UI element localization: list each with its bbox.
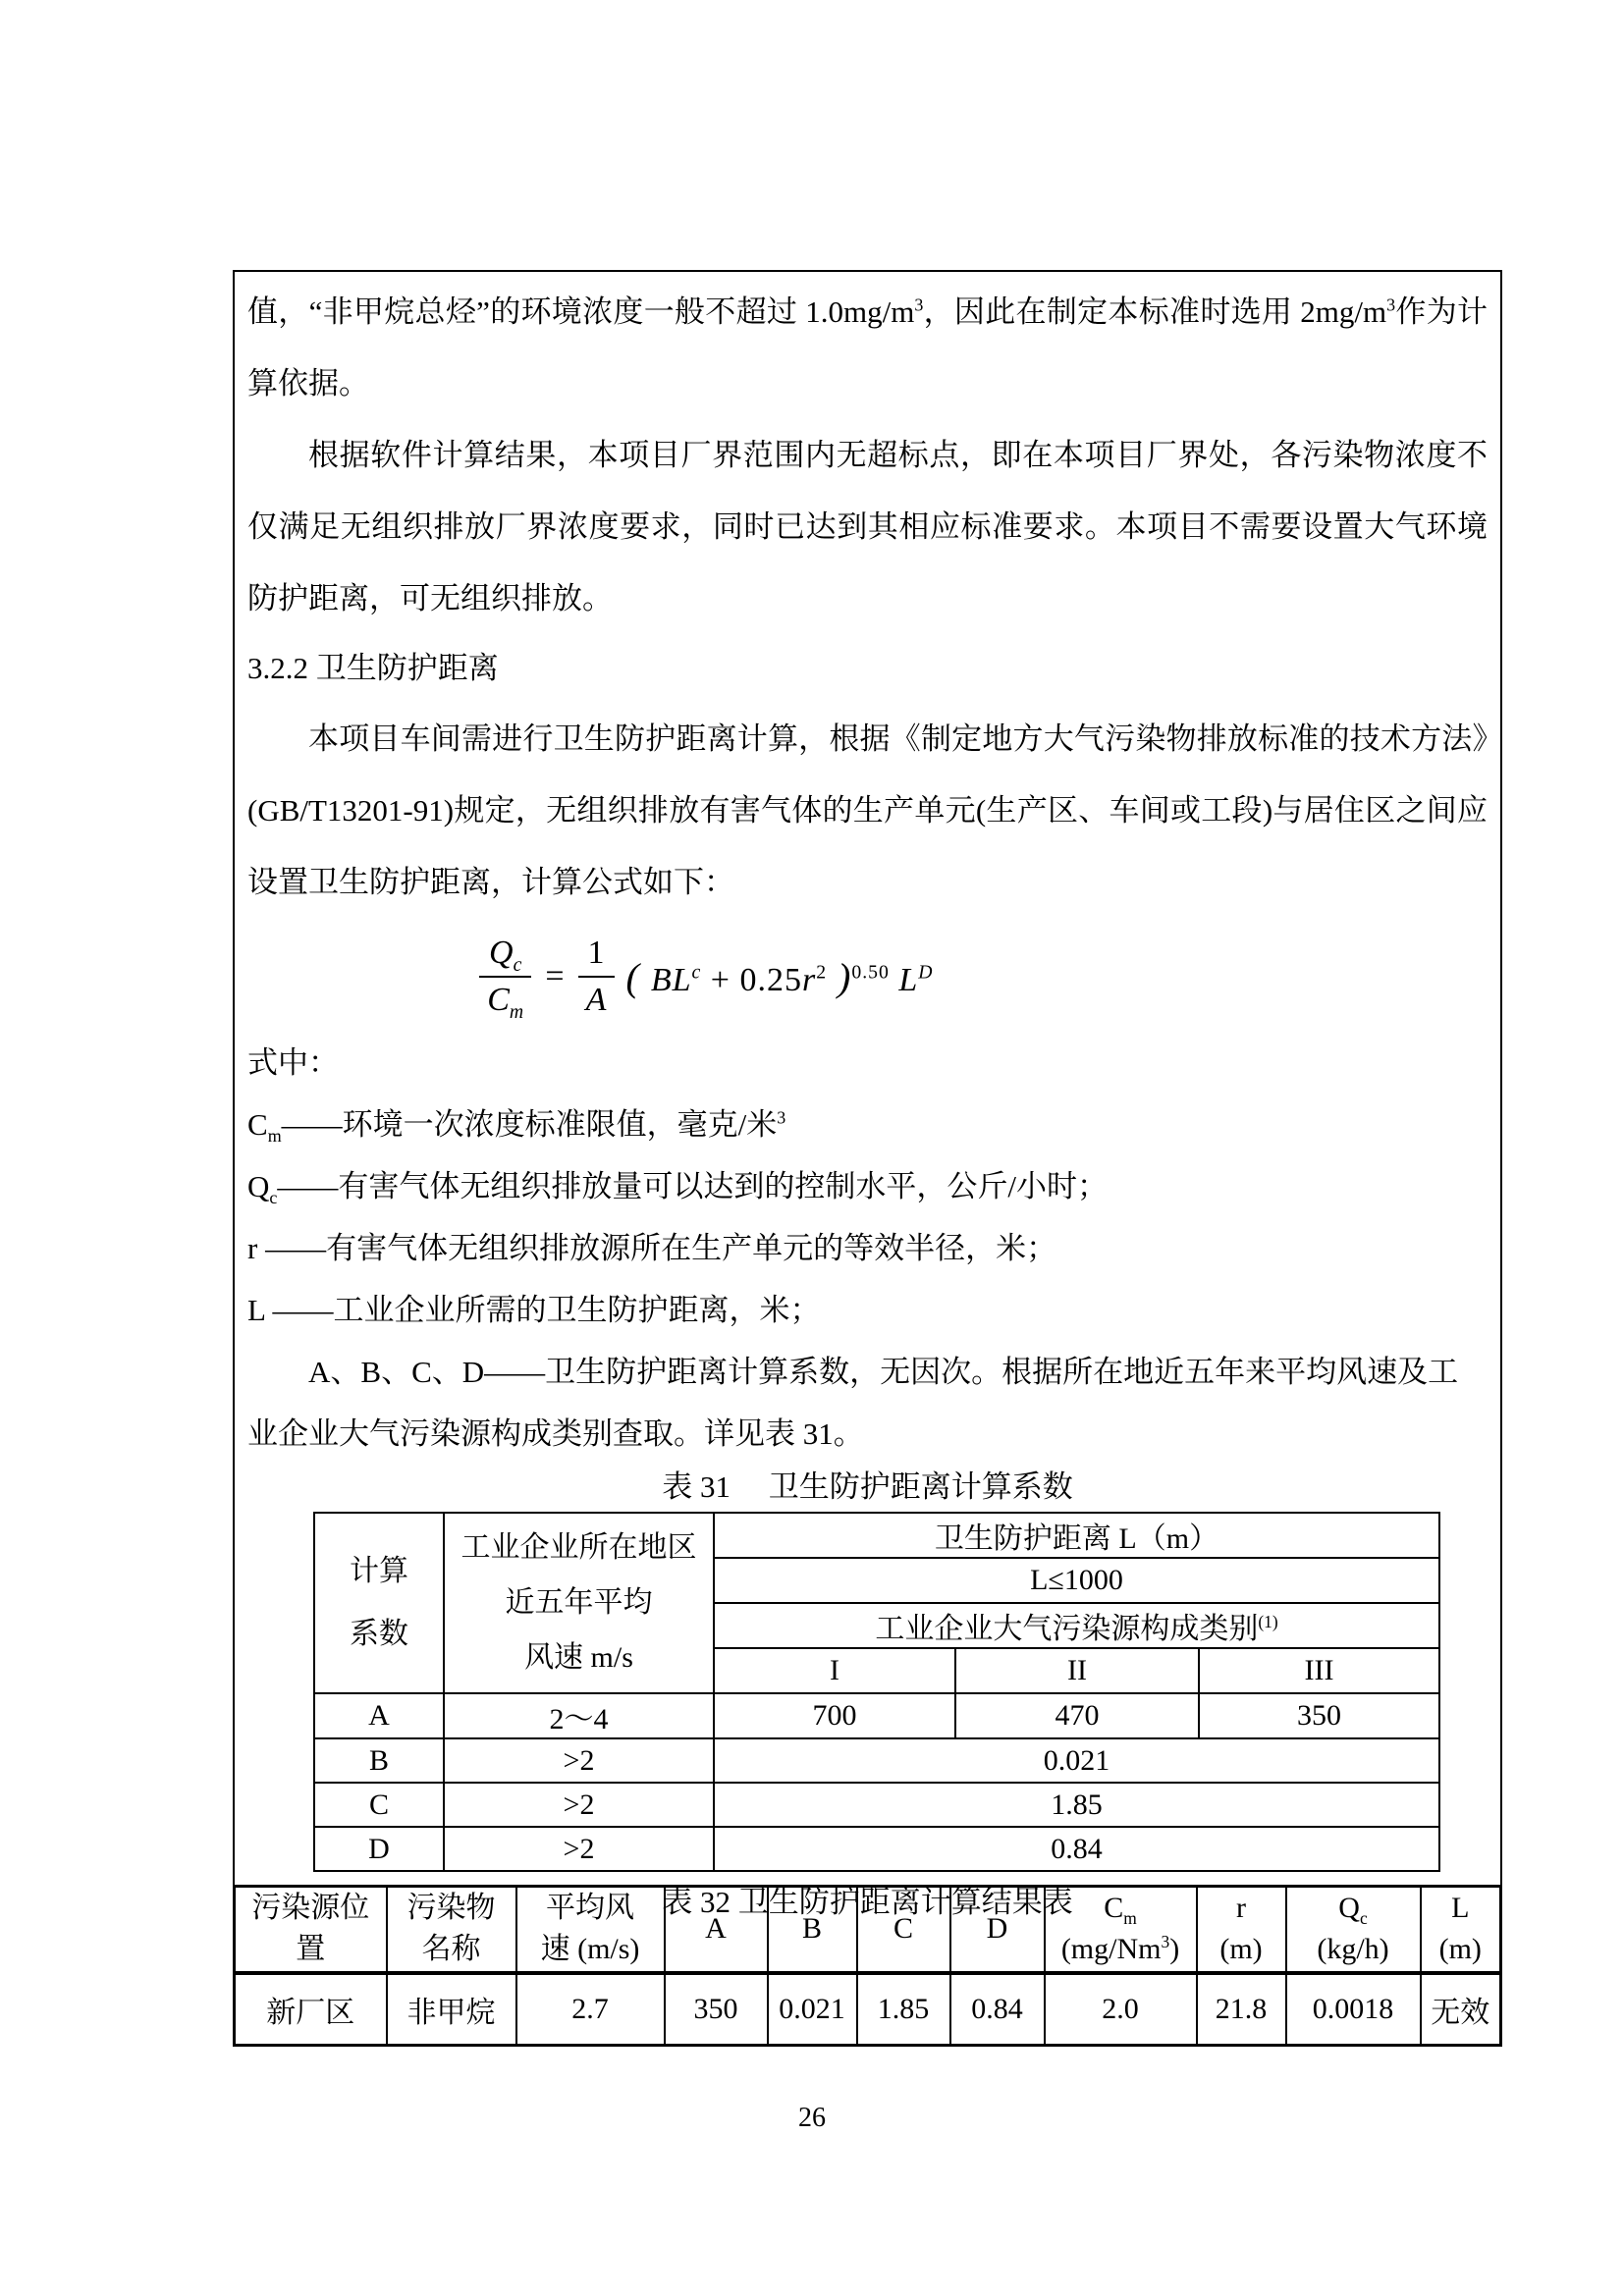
t31-coef-header (314, 1513, 444, 1693)
subscript: c (513, 953, 522, 976)
paragraph-continuation (247, 276, 1488, 419)
table-cell: 无效 (1421, 1973, 1501, 2046)
symbol-line-cm (247, 1094, 1488, 1155)
subscript: m (267, 1126, 282, 1147)
cell-line: 系数 (350, 1618, 408, 1650)
fraction-denominator (487, 978, 524, 1023)
cell-line: 名称 (421, 1933, 481, 1966)
t32-header-c: C (857, 1887, 950, 1973)
t31-cat1: I (714, 1648, 955, 1693)
cell-line: r (1236, 1892, 1246, 1925)
t31-limit-header: L≤1000 (714, 1558, 1439, 1603)
symbol-description: ——环境一次浓度标准限值，毫克/米 (281, 1107, 778, 1142)
cell-line: 污染物 (406, 1892, 496, 1925)
table-cell: 非甲烷 (387, 1973, 516, 2046)
symbol-description: ——工业企业所需的卫生防护距离，米； (264, 1293, 821, 1327)
table-cell: 21.8 (1197, 1973, 1286, 2046)
formula-symbol: L (889, 961, 919, 998)
t32-header-windspeed (516, 1887, 665, 1973)
superscript: (1) (1258, 1612, 1278, 1631)
paragraph-text: ，因此在制定本标准时选用 2mg/m (923, 294, 1387, 329)
cell-line: 平均风 (546, 1892, 634, 1925)
table-cell: 470 (955, 1693, 1199, 1738)
symbol-description: ——有害气体无组织排放量可以达到的控制水平，公斤/小时； (277, 1169, 1108, 1203)
t31-cat3: III (1199, 1648, 1439, 1693)
t31-category-header (714, 1603, 1439, 1648)
t32-header-cm (1045, 1887, 1197, 1973)
superscript: 3 (914, 294, 924, 315)
table-row (314, 1693, 1439, 1738)
cell-line (1046, 1929, 1196, 1970)
table-31 (313, 1512, 1440, 1872)
where-label: 式中： (247, 1045, 339, 1080)
t32-header-a: A (665, 1887, 768, 1973)
formula-symbol: r (801, 961, 817, 998)
table-cell: 0.84 (714, 1827, 1439, 1871)
t32-header-pollutant (387, 1887, 516, 1973)
unit-text: (mg/Nm (1060, 1933, 1162, 1966)
cell-line: 工业企业所在地区 (460, 1531, 697, 1564)
cell-line: L (1451, 1892, 1470, 1925)
table-data-row (235, 1973, 1501, 2046)
left-paren: ( (625, 954, 651, 999)
subscript: c (269, 1188, 278, 1208)
symbol-description: ——有害气体无组织排放源所在生产单元的等效半径，米； (257, 1231, 1057, 1265)
table-cell: 2.7 (516, 1973, 665, 2046)
exponent: 0.50 (851, 961, 890, 984)
table-cell: 0.84 (950, 1973, 1045, 2046)
t32-header-l (1421, 1887, 1501, 1973)
symbol-line-r (247, 1217, 1488, 1279)
t32-header-qc (1286, 1887, 1421, 1973)
table-cell: B (314, 1738, 444, 1783)
subscript: m (509, 1000, 524, 1023)
formula (473, 926, 1488, 1028)
cell-line (1046, 1888, 1196, 1929)
symbol: C (247, 1107, 268, 1142)
table-cell: 2.0 (1045, 1973, 1197, 2046)
t32-header-source (235, 1887, 387, 1973)
symbol: L (247, 1293, 265, 1327)
page-number: 26 (798, 2103, 826, 2133)
table-cell: D (314, 1827, 444, 1871)
cell-line: (m) (1219, 1933, 1263, 1966)
formula-symbol: Q (489, 934, 514, 971)
right-paren: ) (827, 954, 852, 999)
table-32-caption: 表 32 卫生防护距离计算结果表 (662, 1885, 1073, 1919)
formula-symbol: C (487, 982, 510, 1018)
table-cell: >2 (444, 1827, 714, 1871)
fraction-denominator: A (585, 982, 607, 1018)
paragraph-abcd: A、B、C、D——卫生防护距离计算系数，无因次。根据所在地近五年来平均风速及工业企业大气污染源构成类别查取。详见表 31。 (247, 1355, 1459, 1451)
subscript: c (1359, 1908, 1368, 1929)
cell-line: 近五年平均 (505, 1586, 653, 1619)
table-cell: 0.021 (768, 1973, 857, 2046)
superscript: 3 (1161, 1932, 1170, 1952)
t31-cat2: II (955, 1648, 1199, 1693)
paragraph-text: 作为计算依据。 (247, 294, 1488, 400)
fraction-qc-cm (479, 934, 531, 1023)
paragraph-text: 值，“非甲烷总烃”的环境浓度一般不超过 1.0mg/m (247, 294, 915, 329)
paragraph-method: 本项目车间需进行卫生防护距离计算，根据《制定地方大气污染物排放标准的技术方法》(GB/T13201-91)规定，无组织排放有害气体的生产单元(生产区、车间或工段)与居住区之间应设置卫生防护距离，计算公式如下： (247, 721, 1488, 899)
table-header-row (235, 1887, 1501, 1973)
table-row (314, 1513, 1439, 1558)
table-cell: 0.0018 (1286, 1973, 1421, 2046)
table-cell: 0.021 (714, 1738, 1439, 1783)
table-cell: 1.85 (857, 1973, 950, 2046)
section-heading: 3.2.2 卫生防护距离 (247, 651, 499, 685)
table-row (314, 1827, 1439, 1871)
table-row (314, 1738, 1439, 1783)
superscript: D (918, 961, 934, 984)
table-cell: >2 (444, 1783, 714, 1827)
cell-line: 速 (m/s) (540, 1933, 640, 1966)
fraction-numerator (479, 934, 531, 978)
symbol-line-l (247, 1279, 1488, 1341)
cell-line: 污染源位 (251, 1892, 370, 1925)
fraction-one-a (578, 934, 615, 1019)
cell-text: 工业企业大气污染源构成类别 (875, 1613, 1259, 1645)
formula-text: + 0.25 (701, 961, 802, 998)
table-cell: 2～4 (444, 1693, 714, 1738)
cell-line (1287, 1888, 1420, 1929)
symbol-line-qc (247, 1155, 1488, 1217)
t31-wind-header (444, 1513, 714, 1693)
fraction-numerator: 1 (578, 934, 615, 978)
table-cell: A (314, 1693, 444, 1738)
cell-line: (kg/h) (1317, 1933, 1389, 1966)
cell-line: 风速 m/s (524, 1641, 633, 1674)
content-inner (235, 272, 1500, 1925)
symbol: Q (247, 1169, 270, 1203)
formula-symbol: BL (650, 961, 692, 998)
content-frame (233, 270, 1502, 2047)
cell-line: (m) (1438, 1933, 1482, 1966)
table-cell: 1.85 (714, 1783, 1439, 1827)
table-cell: 350 (665, 1973, 768, 2046)
superscript: c (691, 961, 702, 984)
table-cell: C (314, 1783, 444, 1827)
symbol: C (1104, 1892, 1124, 1925)
superscript: 3 (777, 1107, 786, 1128)
cell-line: 置 (296, 1933, 326, 1966)
t32-header-d: D (950, 1887, 1045, 1973)
t32-header-r (1197, 1887, 1286, 1973)
cell-line: 计算 (350, 1555, 408, 1587)
t32-header-b: B (768, 1887, 857, 1973)
table-cell: 新厂区 (235, 1973, 387, 2046)
table-cell: >2 (444, 1738, 714, 1783)
symbol: Q (1338, 1892, 1360, 1925)
superscript: 3 (1386, 294, 1396, 315)
t31-distance-header: 卫生防护距离 L（m） (714, 1513, 1439, 1558)
table-31-caption: 表 31 卫生防护距离计算系数 (662, 1469, 1073, 1504)
unit-text: ) (1169, 1933, 1180, 1966)
table-cell: 700 (714, 1693, 955, 1738)
table-row (314, 1783, 1439, 1827)
table-cell: 350 (1199, 1693, 1439, 1738)
formula-expression (626, 954, 934, 1000)
superscript: 2 (816, 961, 828, 984)
paragraph-conclusion: 根据软件计算结果，本项目厂界范围内无超标点，即在本项目厂界处，各污染物浓度不仅满足无组织排放厂界浓度要求，同时已达到其相应标准要求。本项目不需要设置大气环境防护距离，可无组织排放。 (247, 438, 1488, 615)
table-32 (233, 1885, 1502, 2047)
symbol: r (247, 1231, 258, 1265)
subscript: m (1123, 1908, 1137, 1929)
equals-sign: = (545, 958, 565, 994)
